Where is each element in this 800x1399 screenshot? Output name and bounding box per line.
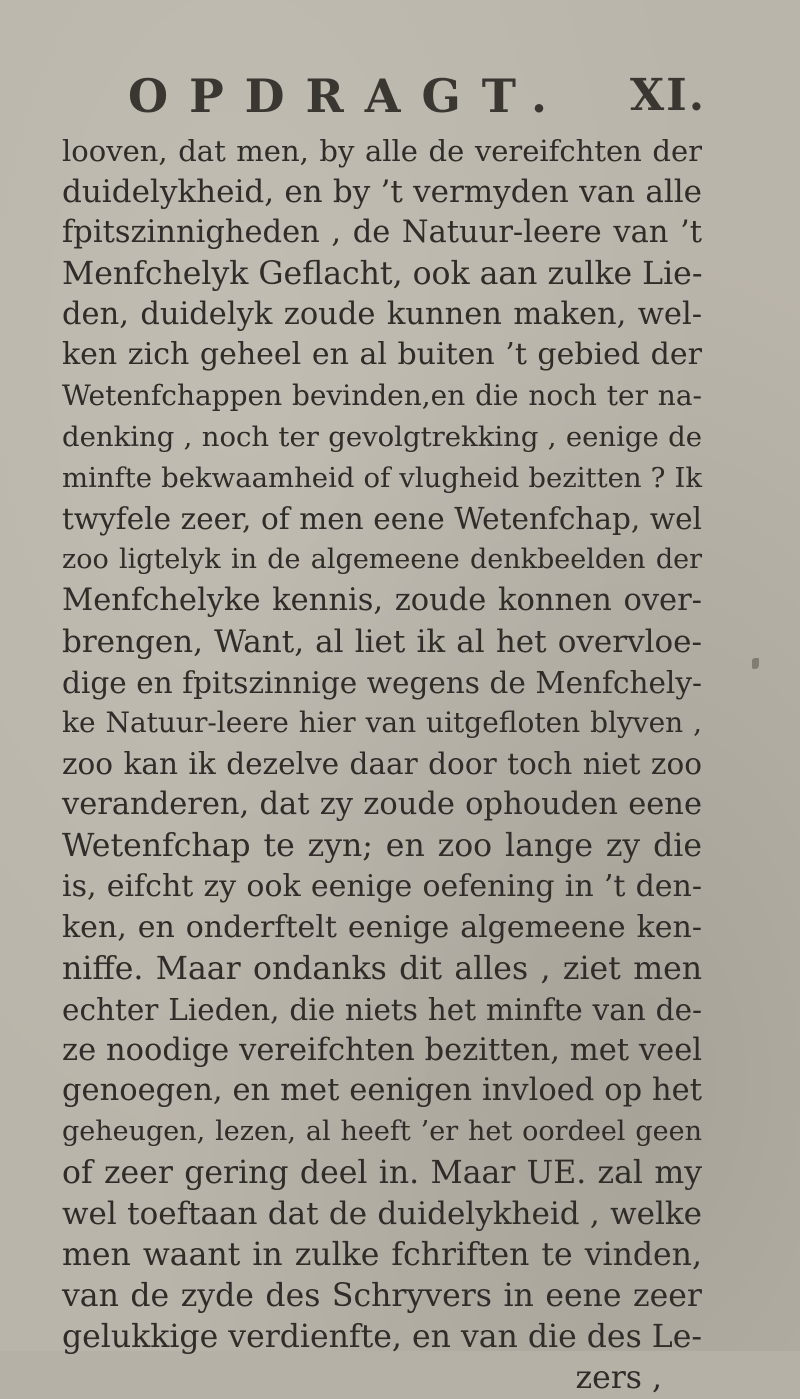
text-line: Menfchelyk Geflacht, ook aan zulke Lie- (62, 255, 703, 292)
running-head-number: XI. (630, 70, 707, 121)
text-line: zoo ligtelyk in de algemeene denkbeelden der (62, 543, 702, 575)
text-line: fpitszinnigheden , de Natuur-leere van ’t (62, 214, 702, 250)
text-line: dige en fpitszinnige wegens de Menfchely- (62, 665, 702, 700)
text-line: genoegen, en met eenigen invloed op het (62, 1073, 702, 1109)
text-line: echter Lieden, die niets het minfte van de- (62, 992, 702, 1027)
ink-speck (752, 658, 759, 669)
text-line: zoo kan ik dezelve daar door toch niet zoo (62, 747, 702, 782)
text-line: Wetenfchap te zyn; en zoo lange zy die (62, 828, 702, 865)
text-line: men waant in zulke fchriften te vinden, (62, 1237, 702, 1274)
text-line: geheugen, lezen, al heeft ’er het oordeel geen (62, 1116, 702, 1148)
text-line: veranderen, dat zy zoude ophouden eene (62, 787, 702, 823)
text-line: brengen, Want, al liet ik al het overvloe- (62, 623, 702, 660)
text-line: Menfchelyke kennis, zoude konnen over- (62, 582, 702, 618)
text-line: is, eifcht zy ook eenige oefening in ’t den- (62, 869, 702, 905)
text-line: ze noodige vereifchten bezitten, met veel (62, 1032, 702, 1068)
text-line: duidelykheid, en by ’t vermyden van alle (62, 173, 702, 210)
text-line: den, duidelyk zoude kunnen maken, wel- (62, 296, 702, 332)
running-head (0, 66, 800, 126)
body-text (62, 131, 702, 1399)
text-line: denking , noch ter gevolgtrekking , eenige de (62, 421, 702, 454)
text-line: ke Natuur-leere hier van uitgefloten blyven , (62, 706, 702, 740)
text-line: van de zyde des Schryvers in eene zeer (62, 1277, 702, 1314)
text-line: niffe. Maar ondanks dit alles , ziet men (62, 950, 702, 987)
text-line: gelukkige verdienfte, en van die des Le- (62, 1318, 702, 1355)
catchword: zers , (575, 1359, 662, 1396)
text-line: ken, en onderftelt eenige algemeene ken- (62, 909, 702, 945)
text-line: looven, dat men, by alle de vereifchten der (62, 134, 702, 168)
text-line: ken zich geheel en al buiten ’t gebied der (62, 337, 702, 373)
text-line: wel toeftaan dat de duidelykheid , welke (62, 1196, 702, 1233)
text-line: Wetenfchappen bevinden,en die noch ter na- (62, 379, 702, 413)
text-line: twyfele zeer, of men eene Wetenfchap, wel (62, 502, 702, 537)
running-head-title: OPDRAGT. (128, 69, 569, 123)
text-line: minfte bekwaamheid of vlugheid bezitten ? Ik (62, 462, 702, 495)
text-line: of zeer gering deel in. Maar UE. zal my (62, 1155, 702, 1192)
